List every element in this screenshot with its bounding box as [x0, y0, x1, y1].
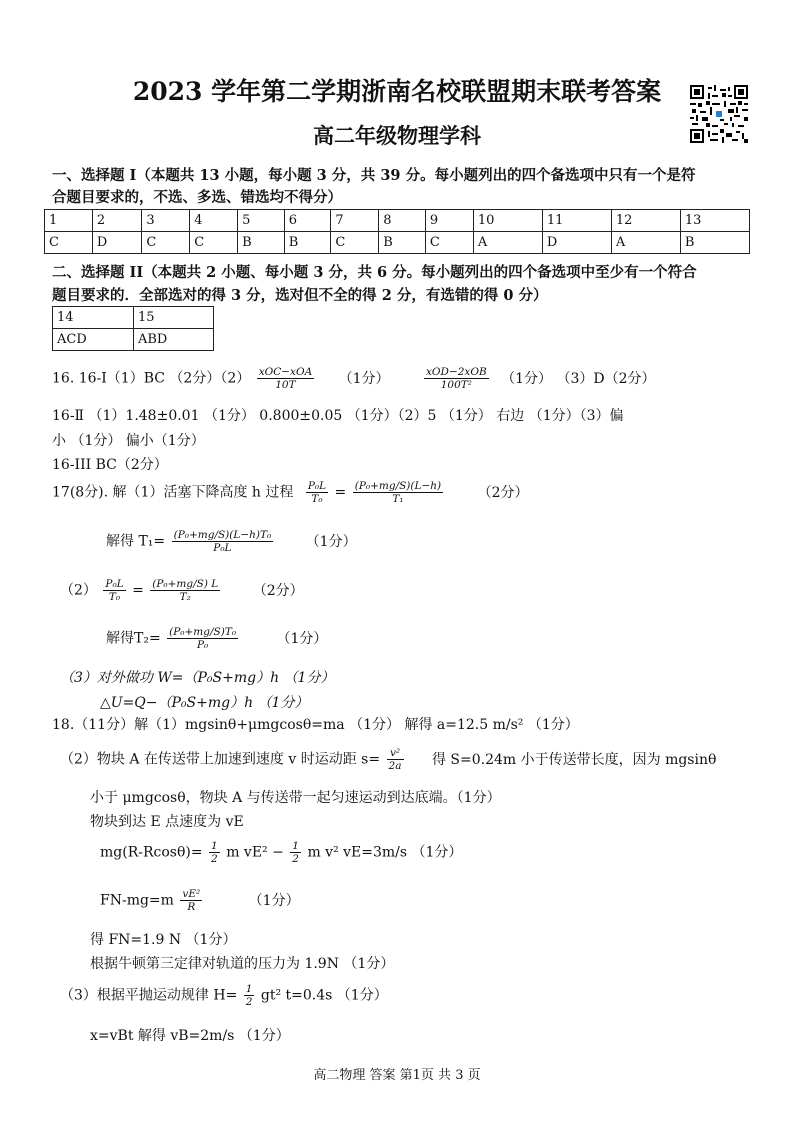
fraction-numerator: (P₀+mg/S)T₀ [169, 626, 237, 638]
q18-line4: 物块到达 E 点速度为 vE [90, 814, 244, 830]
q18-energy-eq-mid: m vE² − [226, 844, 284, 861]
answer-cell: 15 [133, 307, 213, 329]
fraction-numerator: P₀L [307, 480, 327, 492]
q18-part2-text: （2）物块 A 在传送带上加速到速度 v 时运动距 s= [60, 751, 381, 768]
answer-cell: B [238, 232, 285, 254]
fraction-numerator: (P₀+mg/S)(L−h) [354, 480, 442, 492]
answer-cell: B [284, 232, 331, 254]
q17-line6: △U=Q−（P₀S+mg）h （1分） [100, 695, 309, 711]
answer-cell: 6 [284, 210, 331, 232]
q16-score-b: （1分） （3）D（2分） [501, 370, 656, 387]
equals-sign: = [334, 484, 347, 501]
fraction-numerator: 1 [245, 983, 253, 995]
q16-part1-text: 16. 16-Ⅰ（1）BC （2分）（2） [52, 370, 251, 387]
q18-projectile-result: gt² t=0.4s （1分） [260, 987, 388, 1004]
fraction-numerator: vE² [182, 888, 201, 900]
fraction-denominator: 2 [292, 853, 299, 866]
answer-cell: C [425, 232, 473, 254]
answer-cell: B [379, 232, 426, 254]
mcq2-answer-table [52, 306, 214, 351]
answer-cell: 13 [680, 210, 749, 232]
q18-fraction-half-2 [290, 840, 301, 865]
fraction-denominator: 2 [211, 853, 218, 866]
qr-code-icon [690, 85, 748, 143]
mcq1-answer-table [44, 209, 750, 254]
q18-line3: 小于 μmgcosθ，物块 A 与传送带一起匀速运动到达底端。（1分） [90, 790, 501, 806]
answer-cell: B [680, 232, 749, 254]
q18-line5 [100, 840, 462, 865]
q18-score-normal: （1分） [248, 892, 300, 909]
page-title: 2023 学年第二学期浙南名校联盟期末联考答案 [132, 77, 662, 106]
answer-cell: 9 [425, 210, 473, 232]
mcq2-number-row [53, 307, 214, 329]
fraction-denominator: 2 [245, 996, 253, 1009]
q17-line4 [106, 626, 327, 651]
q18-part2-result: 得 S=0.24m 小于传送带长度，因为 mgsinθ [431, 751, 717, 768]
answer-cell: 8 [379, 210, 426, 232]
q18-line9 [60, 983, 388, 1008]
q17-score-2: （1分） [305, 533, 357, 550]
answer-cell: C [45, 232, 93, 254]
section2-heading: 二、选择题 II（本题共 2 小题、每小题 3 分，共 6 分。每小题列出的四个备选项中至少有一个符合 [52, 264, 697, 281]
answer-cell: 1 [45, 210, 93, 232]
q17-solve-t1: 解得 T₁= [106, 533, 166, 550]
q18-fraction-half-1 [209, 840, 220, 865]
answer-cell: D [92, 232, 141, 254]
q18-fraction-half-3 [244, 983, 255, 1008]
q18-line7: 得 FN=1.9 N （1分） [90, 932, 237, 948]
answer-cell: 14 [53, 307, 134, 329]
q17-line2 [106, 529, 357, 554]
fraction-numerator: (P₀+mg/S)(L−h)T₀ [173, 529, 272, 541]
q16-fraction-b [424, 366, 489, 391]
fraction-denominator: R [187, 901, 196, 914]
q18-line8: 根据牛顿第三定律对轨道的压力为 1.9N （1分） [90, 956, 395, 972]
q17-line1 [52, 480, 529, 505]
q18-line1: 18.（11分）解（1）mgsinθ+μmgcosθ=ma （1分） 解得 a=12.5 m/s² （1分） [52, 717, 579, 733]
section1-heading: 一、选择题 I（本题共 13 小题，每小题 3 分，共 39 分。每小题列出的四个备选项中只有一个是符 [52, 167, 696, 184]
q18-projectile-text: （3）根据平抛运动规律 H= [60, 987, 238, 1004]
mcq1-number-row [45, 210, 750, 232]
q18-line10: x=vBt 解得 vB=2m/s （1分） [90, 1028, 290, 1044]
q17-line3 [60, 578, 304, 603]
section1-heading-cont: 合题目要求的，不选、多选、错选均不得分） [52, 189, 342, 206]
fraction-numerator: xOC−xOA [258, 366, 313, 378]
q16-score-a: （1分） [338, 370, 390, 387]
q16-line2: 16-Ⅱ （1）1.48±0.01 （1分） 0.800±0.05 （1分）（2）5 （1分） 右边 （1分）（3）偏 [52, 408, 624, 424]
answer-cell: ABD [133, 329, 213, 351]
answer-cell: 10 [473, 210, 542, 232]
fraction-numerator: 1 [292, 840, 299, 852]
page-footer: 高二物理 答案 第1页 共 3 页 [313, 1068, 481, 1083]
fraction-denominator: T₂ [179, 591, 191, 604]
q17-fraction-5 [150, 578, 220, 603]
fraction-denominator: P₀ [196, 639, 209, 652]
q17-intro: 17(8分). 解（1）活塞下降高度 h 过程 [52, 484, 294, 501]
fraction-denominator: T₀ [311, 493, 323, 506]
answer-cell: 5 [238, 210, 285, 232]
q18-fraction-2 [180, 888, 202, 913]
q17-fraction-2 [353, 480, 443, 505]
fraction-denominator: 2a [388, 760, 402, 773]
answer-cell: A [611, 232, 680, 254]
fraction-numerator: v² [387, 747, 404, 760]
fraction-numerator: xOD−2xOB [426, 366, 487, 378]
fraction-numerator: (P₀+mg/S) L [152, 578, 219, 590]
q17-line5: （3）对外做功 W=（P₀S+mg）h （1分） [60, 670, 335, 686]
q18-energy-eq-end: m v² vE=3m/s （1分） [307, 844, 463, 861]
answer-cell: C [331, 232, 379, 254]
q17-score-3: （2分） [252, 582, 304, 599]
answer-cell: 2 [92, 210, 141, 232]
q16-line1 [52, 366, 656, 391]
q17-fraction-4 [103, 578, 125, 603]
fraction-denominator: T₁ [392, 493, 404, 506]
section2-heading-cont: 题目要求的．全部选对的得 3 分，选对但不全的得 2 分，有选错的得 0 分） [52, 287, 548, 304]
page-subtitle: 高二年级物理学科 [313, 123, 481, 148]
equals-sign: = [132, 582, 144, 599]
answer-cell: 12 [611, 210, 680, 232]
q17-solve-t2: 解得T₂= [106, 630, 161, 647]
q17-fraction-6 [167, 626, 238, 651]
mcq1-answer-row [45, 232, 750, 254]
answer-cell: 4 [190, 210, 238, 232]
q18-energy-eq: mg(R-Rcosθ)= [100, 844, 203, 861]
q18-normal-force-eq: FN-mg=m [100, 892, 174, 909]
q16-line4: 16-III BC（2分） [52, 457, 168, 473]
q17-part2-label: （2） [60, 582, 97, 599]
fraction-numerator: P₀L [105, 578, 124, 590]
answer-cell: A [473, 232, 542, 254]
q17-fraction-1 [306, 480, 328, 505]
answer-cell: C [190, 232, 238, 254]
q16-fraction-a [257, 366, 314, 391]
q17-fraction-3 [172, 529, 274, 554]
q18-line2 [60, 747, 716, 772]
fraction-denominator: 10T [275, 379, 296, 392]
answer-cell: 3 [142, 210, 190, 232]
mcq2-answer-row [53, 329, 214, 351]
q17-score-4: （1分） [276, 630, 328, 647]
q18-fraction-1 [387, 747, 404, 772]
fraction-denominator: T₀ [108, 591, 121, 604]
answer-cell: D [542, 232, 611, 254]
fraction-denominator: 100T² [440, 379, 472, 392]
fraction-numerator: 1 [211, 840, 218, 852]
answer-cell: ACD [53, 329, 134, 351]
answer-cell: C [142, 232, 190, 254]
fraction-denominator: P₀L [213, 542, 232, 555]
q16-line3: 小 （1分） 偏小（1分） [52, 433, 205, 449]
answer-cell: 7 [331, 210, 379, 232]
answer-cell: 11 [542, 210, 611, 232]
q17-score-1: （2分） [477, 484, 529, 501]
q18-line6 [100, 888, 300, 913]
